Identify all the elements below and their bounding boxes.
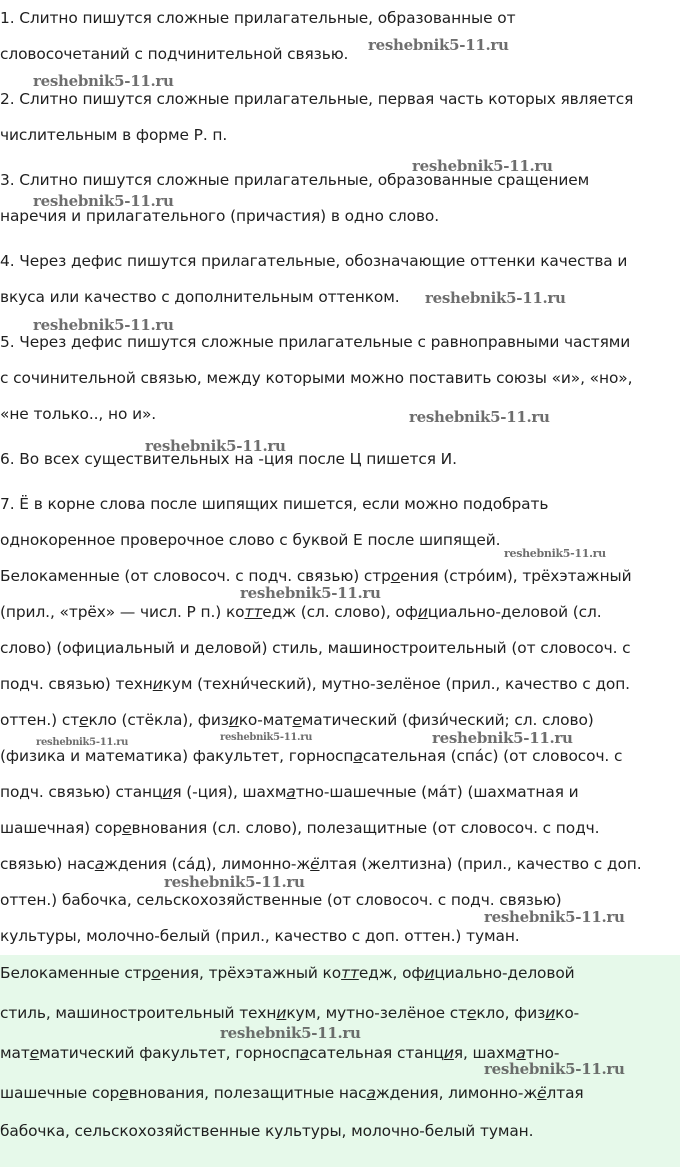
- rule-line: 5. Через дефис пишутся сложные прилагательные с равноправными частями: [0, 333, 631, 351]
- rule-line: 3. Слитно пишутся сложные прилагательные, образованные сращением: [0, 171, 590, 189]
- analysis-line: культуры, молочно-белый (прил., качество с доп. оттен.) туман.: [0, 927, 520, 945]
- watermark-text: reshebnik5-11.ru: [409, 408, 550, 426]
- watermark-text: reshebnik5-11.ru: [425, 289, 566, 307]
- watermark-text: reshebnik5-11.ru: [220, 732, 313, 743]
- rule-line: 6. Во всех существительных на -ция после Ц пишется И.: [0, 450, 457, 468]
- watermark-text: reshebnik5-11.ru: [220, 1024, 361, 1042]
- rule-line: 7. Ё в корне слова после шипящих пишется, если можно подобрать: [0, 495, 549, 513]
- rule-line: словосочетаний с подчинительной связью.: [0, 45, 349, 63]
- rule-line: однокоренное проверочное слово с буквой Е после шипящей.: [0, 531, 501, 549]
- analysis-line: оттен.) стекло (стёкла), физико-математический (физи́ческий; сл. слово): [0, 711, 594, 729]
- watermark-text: reshebnik5-11.ru: [145, 437, 286, 455]
- watermark-text: reshebnik5-11.ru: [368, 36, 509, 54]
- watermark-text: reshebnik5-11.ru: [164, 873, 305, 891]
- watermark-text: reshebnik5-11.ru: [432, 729, 573, 747]
- analysis-line: шашечная) соревнования (сл. слово), полезащитные (от словосоч. с подч.: [0, 819, 600, 837]
- rule-line: вкуса или качество с дополнительным оттенком.: [0, 288, 400, 306]
- watermark-text: reshebnik5-11.ru: [33, 72, 174, 90]
- watermark-text: reshebnik5-11.ru: [412, 157, 553, 175]
- analysis-line: подч. связью) техникум (техни́ческий), мутно-зелёное (прил., качество с доп.: [0, 675, 630, 693]
- rule-line: 1. Слитно пишутся сложные прилагательные, образованные от: [0, 9, 516, 27]
- rule-line: числительным в форме Р. п.: [0, 126, 228, 144]
- answer-line: шашечные соревнования, полезащитные насаждения, лимонно-жёлтая: [0, 1084, 584, 1102]
- analysis-line: (прил., «трёх» — числ. Р п.) коттедж (сл. слово), официально-деловой (сл.: [0, 603, 602, 621]
- answer-line: Белокаменные строения, трёхэтажный коттедж, официально-деловой: [0, 964, 575, 982]
- answer-line: математический факультет, горноспасательная станция, шахматно-: [0, 1044, 560, 1062]
- analysis-line: Белокаменные (от словосоч. с подч. связью) строения (стро́им), трёхэтажный: [0, 567, 632, 585]
- analysis-line: слово) (официальный и деловой) стиль, машиностроительный (от словосоч. с: [0, 639, 631, 657]
- watermark-text: reshebnik5-11.ru: [484, 1060, 625, 1078]
- analysis-line: подч. связью) станция (-ция), шахматно-шашечные (ма́т) (шахматная и: [0, 783, 579, 801]
- analysis-line: связью) насаждения (са́д), лимонно-жёлтая (желтизна) (прил., качество с доп.: [0, 855, 642, 873]
- watermark-text: reshebnik5-11.ru: [33, 192, 174, 210]
- watermark-text: reshebnik5-11.ru: [504, 547, 606, 560]
- watermark-text: reshebnik5-11.ru: [240, 584, 381, 602]
- rule-line: «не только.., но и».: [0, 405, 157, 423]
- rule-line: с сочинительной связью, между которыми можно поставить союзы «и», «но»,: [0, 369, 633, 387]
- watermark-text: reshebnik5-11.ru: [484, 908, 625, 926]
- watermark-text: reshebnik5-11.ru: [33, 316, 174, 334]
- answer-line: бабочка, сельскохозяйственные культуры, молочно-белый туман.: [0, 1122, 534, 1140]
- rule-line: наречия и прилагательного (причастия) в одно слово.: [0, 207, 440, 225]
- watermark-text: reshebnik5-11.ru: [36, 737, 129, 748]
- answer-line: стиль, машиностроительный техникум, мутно-зелёное стекло, физико-: [0, 1004, 580, 1022]
- analysis-line: оттен.) бабочка, сельскохозяйственные (от словосоч. с подч. связью): [0, 891, 562, 909]
- analysis-line: (физика и математика) факультет, горноспасательная (спа́с) (от словосоч. с: [0, 747, 623, 765]
- rule-line: 4. Через дефис пишутся прилагательные, обозначающие оттенки качества и: [0, 252, 628, 270]
- rule-line: 2. Слитно пишутся сложные прилагательные, первая часть которых является: [0, 90, 634, 108]
